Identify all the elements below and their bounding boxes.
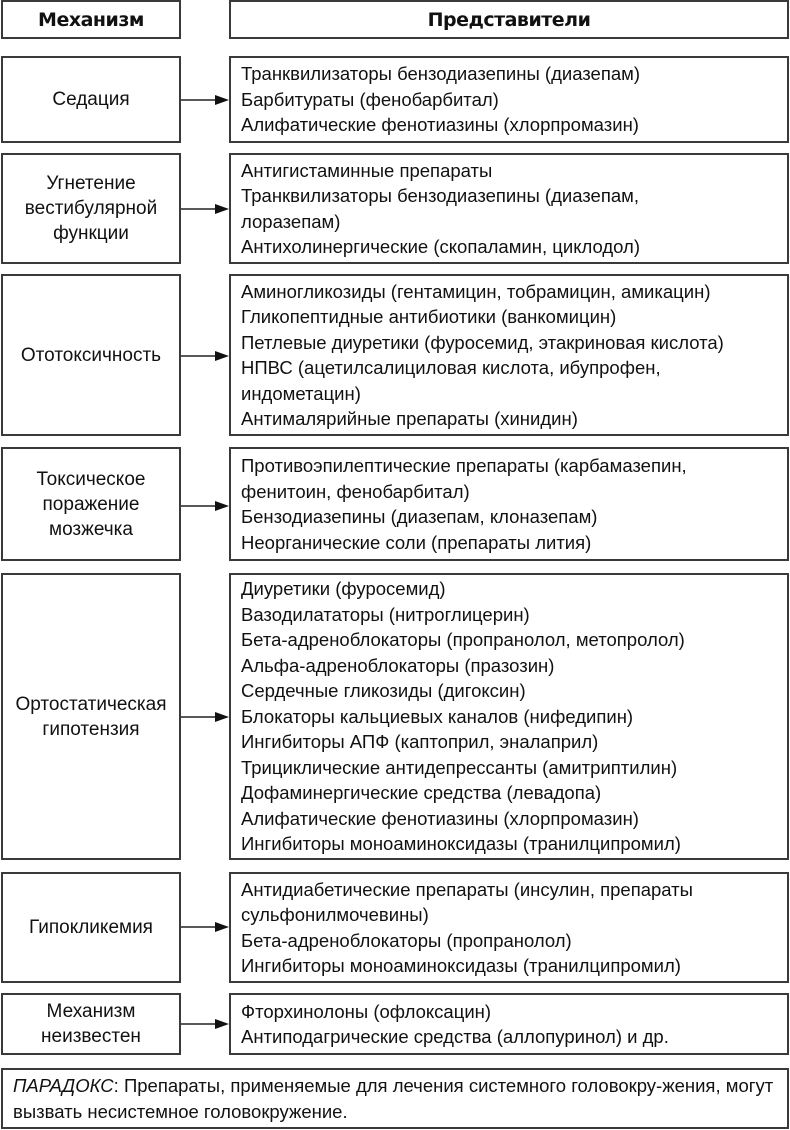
representatives-box-vestibular [229,153,789,264]
arrow-icon [181,500,229,512]
representatives-box-ototoxicity [229,274,789,436]
representative-item: Диуретики (фуросемид) [241,578,446,600]
representative-item: Алифатические фенотиазины (хлорпромазин) [241,114,639,136]
representatives-box-orthostatic [229,573,789,860]
header-representatives [229,0,789,39]
representative-item: Ингибиторы АПФ (каптоприл, эналаприл) [241,731,599,753]
representative-item: Аминогликозиды (гентамицин, тобрамицин, амикацин) [241,280,711,302]
mechanism-box-ototoxicity [1,274,181,436]
mechanism-box-orthostatic [1,573,181,860]
representative-item: Вазодилататоры (нитроглицерин) [241,603,530,625]
header-mechanism-label: Механизм [38,8,144,31]
arrow-icon [181,350,229,362]
representative-item: Бета-адреноблокаторы (пропранолол) [241,929,572,951]
arrow-icon [181,1018,229,1030]
mechanism-label: Механизм неизвестен [41,1001,141,1047]
representative-item: НПВС (ацетилсалициловая кислота, ибупрофен, [241,357,661,378]
representative-item: Сердечные гликозиды (дигоксин) [241,680,526,702]
representatives-box-unknown [229,993,789,1055]
mechanism-box-cerebellum [1,447,181,561]
mechanism-label: Ототоксичность [20,344,162,366]
paradox-label: ПАРАДОКС [13,1075,114,1096]
representative-item: Ингибиторы моноаминоксидазы (транилципромил) [241,955,681,976]
mechanism-box-unknown [1,993,181,1055]
representative-item: Транквилизаторы бензодиазепины (диазепам) [241,63,641,85]
mechanism-label: Седация [52,89,130,110]
representative-item: Бензодиазепины (диазепам, клоназепам) [241,506,598,527]
representative-item: Дофаминергические средства (левадопа) [241,782,602,804]
representative-item: Бета-адреноблокаторы (пропранолол, метопролол) [241,629,685,651]
representative-item: лоразепам) [241,210,341,232]
header-representatives-label: Представители [427,8,591,31]
representative-item: Антидиабетические препараты (инсулин, препараты [241,878,693,900]
representative-item: Трициклические антидепрессанты (амитриптилин) [241,756,678,778]
representatives-box-cerebellum [229,447,789,561]
arrow-icon [181,94,229,106]
paradox-text: : Препараты, применяемые для лечения системного головокру-жения, могут вызвать несистемное головокружение. [13,1075,774,1122]
representative-item: Антиподагрические средства (аллопуринол) и др. [241,1026,669,1047]
representative-item: индометацин) [241,382,361,404]
representative-item: фенитоин, фенобарбитал) [241,480,470,502]
mechanism-box-hypoglycemia [1,872,181,983]
representative-item: Антихолинергические (скопаламин, циклодол) [241,236,641,257]
representative-item: Алифатические фенотиазины (хлорпромазин) [241,807,639,829]
mechanism-label: Ортостатическая гипотензия [15,693,167,740]
representative-item: Неорганические соли (препараты лития) [241,531,592,553]
header-mechanism [1,0,181,39]
arrow-icon [181,921,229,933]
representative-item: Противоэпилептические препараты (карбамазепин, [241,455,687,476]
mechanism-label: Токсическое поражение мозжечка [36,468,146,540]
mechanism-box-vestibular [1,153,181,264]
representatives-box-sedation [229,56,789,143]
representatives-box-hypoglycemia [229,872,789,983]
representative-item: Барбитураты (фенобарбитал) [241,88,499,110]
representative-item: Антималярийные препараты (хинидин) [241,408,578,429]
arrow-icon [181,711,229,723]
representative-item: Фторхинолоны (офлоксацин) [241,1000,492,1022]
representative-item: Ингибиторы моноаминоксидазы (транилципромил) [241,833,681,855]
representative-item: сульфонилмочевины) [241,904,429,925]
representative-item: Гликопептидные антибиотики (ванкомицин) [241,306,617,327]
representative-item: Альфа-адреноблокаторы (празозин) [241,654,555,676]
representative-item: Петлевые диуретики (фуросемид, этакриновая кислота) [241,331,724,353]
representative-item: Антигистаминные препараты [241,159,493,181]
representative-item: Транквилизаторы бензодиазепины (диазепам, [241,185,640,206]
paradox-note [1,1068,789,1129]
arrow-icon [181,203,229,215]
mechanism-label: Гипокликемия [29,917,153,938]
representative-item: Блокаторы кальциевых каналов (нифедипин) [241,705,634,727]
mechanism-box-sedation [1,56,181,143]
mechanism-label: Угнетение вестибулярной функции [24,173,158,244]
